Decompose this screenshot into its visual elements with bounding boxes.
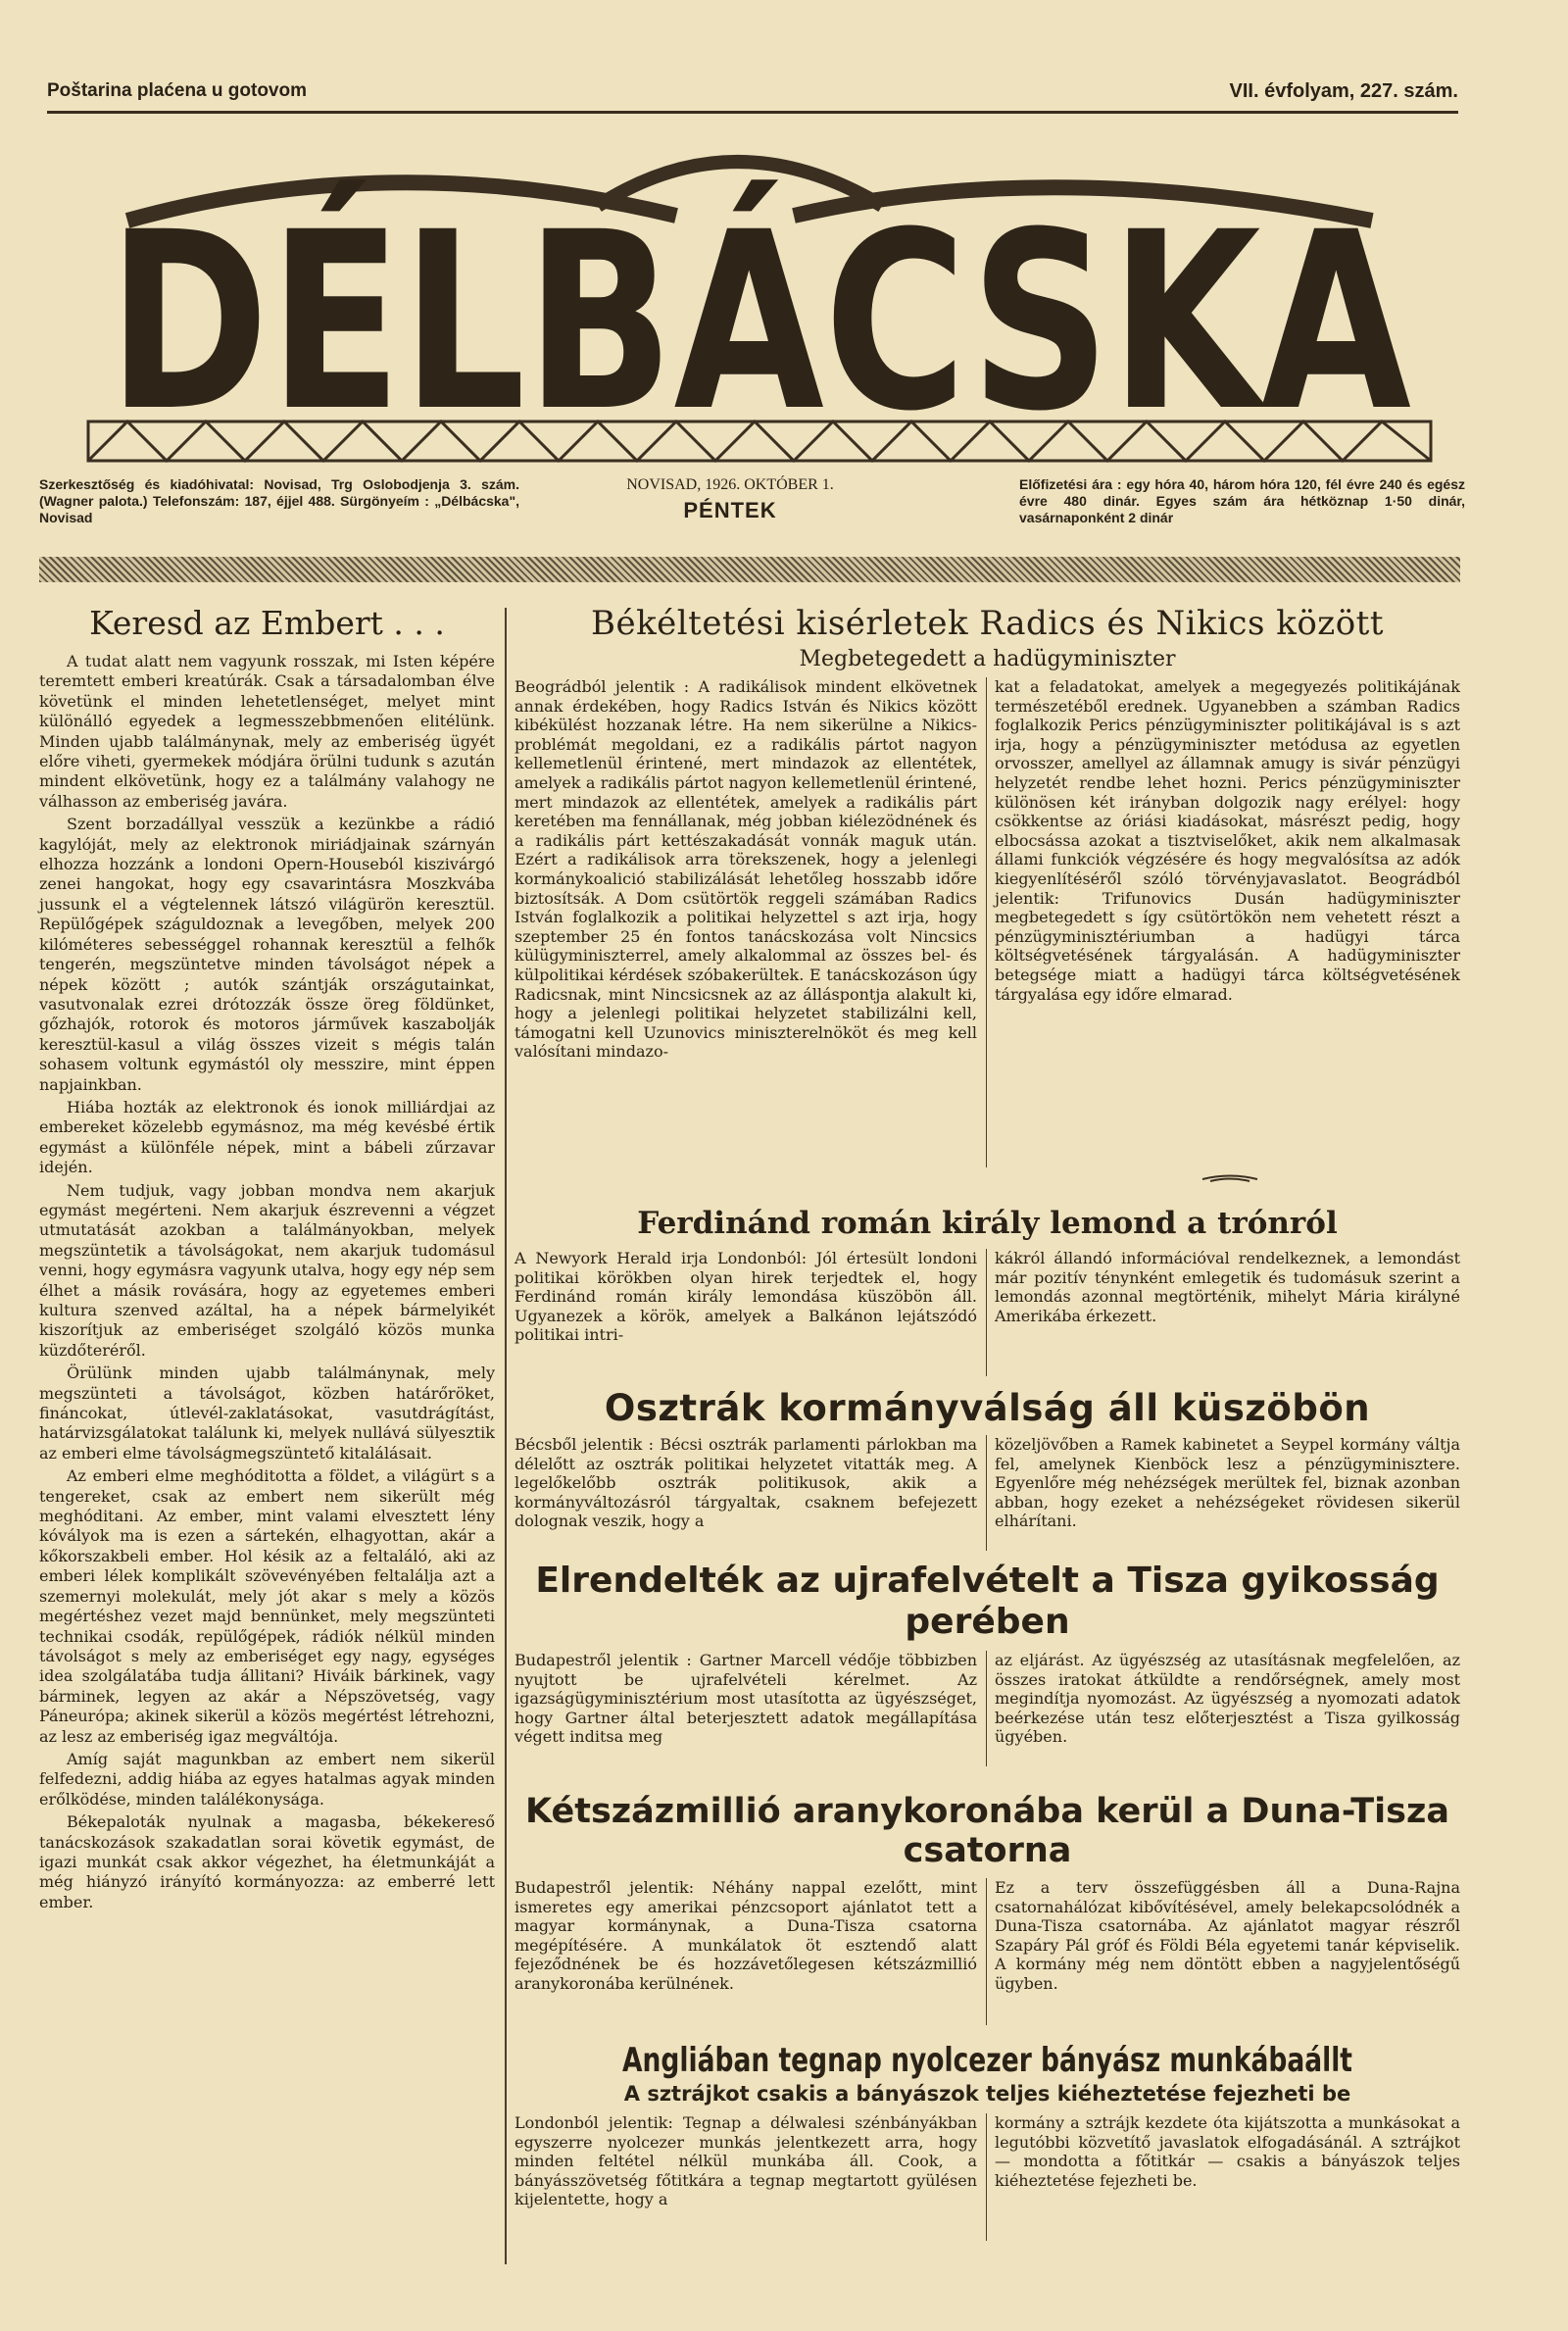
article-title: Békéltetési kisérletek Radics és Nikics között	[590, 604, 1385, 643]
editorial-title: Keresd az Embert . . .	[89, 604, 445, 642]
article-text-col1: Londonból jelentik: Tegnap a délwalesi szénbányákban egyszerre nyolcezer munkás jelentkezett arra, hogy minden feltétel nélkül munkába áll. Cook, a bányásszövetség főtitkára a tegnap megtartott gyülésen kijelentette, hogy a	[514, 2113, 977, 2209]
article-title: Elrendelték az ujrafelvételt a Tisza gyikosság perében	[535, 1561, 1440, 1642]
column-rule	[505, 608, 507, 2264]
article-text-col2: kat a feladatokat, amelyek a megegyezés politikájának természetéből erednek. Ugyanebben a számban Radics foglalkozik Perics pénzügyminiszter politikájával is s azt irja, hogy a pénzügyminiszter metódusa az egyetlen orvosszer, amellyel az államnak amugy is sivár pénzügyi helyzetét rendbe lehet hozni. Perics pénzügyminiszter különösen két irányban dolgozik nagy erélyel: hogy csökkentse az óriási kiadásokat, másrészt pedig, hogy elbocsássa azokat a tisztviselőket, akik nem alkalmasak állami funkciók végzésére és hogy megvalósítsa az adók kiegyenlítéséről szóló törvényjavaslatot. Beográdból jelentik: Trifunovics Dusán hadügyminiszter megbetegedett s így csütörtökön nem vehetett részt a pénzügyminisztériumban a hadügyi tárca költségvetésének tárgyalásán. A hadügyminiszter betegsége miatt a hadügyi tárca költségvetésének tárgyalása egy időre elmarad.	[995, 677, 1460, 1004]
postage-note: Poštarina plaćena u gotovom	[47, 80, 307, 101]
masthead-title: DÉLBÁCSKA	[108, 179, 1411, 465]
editorial-paragraph: Örülünk minden ujabb találmánynak, mely megszünteti a távolságot, közben határőröket, fináncokat, útlevél-zaklatásokat, vasutdrágítást, határvizsgálatokat találunk ki, melyek nullává sülyesztik az emberi elme távolságmegszüntető kitalálásait.	[39, 1364, 495, 1463]
hatched-divider	[39, 557, 1460, 582]
editorial-paragraph: Hiába hozták az elektronok és ionok milliárdjai az embereket közelebb egymásnoz, ma még kevésbé értik egymást a különféle népek, mint a bábeli zűrzavar idején.	[39, 1097, 495, 1177]
article-text-col1: Beográdból jelentik : A radikálisok mindent elkövetnek annak érdekében, hogy Radics István és Nikics között kibékülést hozzanak létre. Ha nem sikerülne a Nikics-problémát megoldani, ez a radikális pártot nagyon kellemetlenül érintené, mert mindazok az ellentétek, amelyek a radikális pártot nagyon kellemetlenül érintené, mert mindazok az ellentétek, amelyek a radikális párt keretében ma fennállanak, még jobban kiélezödnének és a radikális párt kettészakadását vonnák maguk után. Ezért a radikálisok arra törekszenek, hogy a jelenlegi kormánykoalició stabilizálását lehetőleg hosszabb időre biztosítsák. A Dom csütörtök reggeli számában Radics István foglalkozik a politikai helyzettel s azt irja, hogy szeptember 25 én fontos tanácskozása volt Nincsics külügyminiszterrel, amely alkalommal az összes bel- és külpolitikai kérdések szóbakerültek. E tanácskozáson úgy Radicsnak, mint Nincsicsnek az az álláspontja alakult ki, hogy a jelenlegi politikai helyzetet stabilizálni kell, támogatni kell Uzunovics miniszterelnököt és meg kell valósítani mindazo-	[514, 677, 977, 1062]
masthead-logo	[69, 127, 1450, 471]
editorial-paragraph: Amíg saját magunkban az embert nem sikerül felfedezni, addig hiába az egyes hatalmas agyak minden erőlködése, minden találékonysága.	[39, 1749, 495, 1809]
issue-date: NOVISAD, 1926. OKTÓBER 1.	[626, 476, 834, 493]
info-bar	[39, 474, 1465, 553]
article-title: Osztrák kormányválság áll küszöbön	[604, 1387, 1371, 1429]
issue-date-block	[568, 476, 892, 523]
column-separator	[986, 1249, 987, 1376]
article-text-col2: kormány a sztrájk kezdete óta kijátszotta a munkásokat a legutóbbi közvetítő javaslatok elfogadásánál. A sztrájkot — mondotta a főtitkár — csakis a bányászok teljes kiéheztetése fejezheti be.	[995, 2113, 1460, 2190]
masthead-svg	[69, 127, 1450, 471]
article-title: Angliában tegnap nyolcezer bányász munkábaállt	[622, 2041, 1352, 2080]
column-separator	[986, 677, 987, 1167]
article-columns	[514, 1651, 1460, 1788]
article-radics-nikics	[514, 604, 1460, 1167]
subscription-info: Előfizetési ára : egy hóra 40, három hóra 120, fél évre 240 és egész évre 480 dinár. Egyes szám ára hétköznap 1·50 dinár, vasárnaponként 2 dinár	[1019, 476, 1465, 525]
editorial-paragraph: Szent borzadállyal vesszük a kezünkbe a rádió kagylóját, mely az elektronok miriádjainak szárnyán elhozza hozzánk a londoni Opern-Houseból kiszivárgó zenei hangokat, hogy egy csavarintásra Moszkvába jussunk el a végtelennek látszó világürön keresztül. Repülőgépek száguldoznak a levegőben, melyek 200 kilóméteres sebességgel rohannak keresztül a felhők tengerén, megszüntetve minden távolságot népek a népek között ; autók szántják országutainkat, vasutvonalak ezrei drótozzák össze öreg földünket, gőzhajók, rotorok és motoros járművek kaszabolják keresztül-kasul a világ összes vizeit s mégis talán sohasem voltunk egymástól oly messzire, mint éppen napjainkban.	[39, 815, 495, 1094]
article-austrian-crisis	[514, 1387, 1460, 1562]
column-separator	[986, 1435, 987, 1551]
article-tisza-retrial	[514, 1561, 1460, 1788]
article-title: Kétszázmillió aranykoronába kerül a Duna-Tisza csatorna	[525, 1792, 1449, 1870]
article-text-col2: az eljárást. Az ügyészség az utasításnak megfelelően, az összes iratokat átküldte a rendőrségnek, amely most megindítja nyomozást. Az ügyészség a nyomozati adatok beérkezése után tesz előterjesztést a Tisza gyilkosság ügyében.	[995, 1651, 1460, 1747]
column-separator	[986, 1878, 987, 2025]
article-columns	[514, 677, 1460, 1167]
article-text-col2: kákról állandó információval rendelkeznek, a lemondást már pozitív ténynként emlegetik és tudomásuk szerint a lemondás azonnal megtörténik, mihelyt Mária királyné Amerikába érkezett.	[995, 1249, 1460, 1325]
article-subtitle: A sztrájkot csakis a bányászok teljes kiéheztetése fejezheti be	[623, 2082, 1351, 2106]
editorial-paragraph: Nem tudjuk, vagy jobban mondva nem akarjuk egymást megérteni. Nem akarjuk észrevenni a végzet utmutatását azokban a találmányokban, melyek megszüntetik a távolságokat, nem akarjuk tudomásul venni, hogy egymásra vagyunk utalva, hogy egy nép sem élhet a másik rovására, hogy az egyetemes emberi kultura szenved azáltal, ha a népek bármelyikét kiszorítjuk az emberiséget szolgáló közös munka küzdőteréről.	[39, 1180, 495, 1360]
column-separator	[986, 1651, 987, 1766]
article-text-col2: Ez a terv összefüggésben áll a Duna-Rajna csatornahálózat kibővítésével, amely belekapcsolódnék a Duna-Tisza csatornába. Az ajánlatot magyar részről Szapáry Pál gróf és Földi Béla egyetemi tanár képviselik. A kormány még nem döntött ebben a nagyjelentőségű ügyben.	[995, 1878, 1460, 1993]
issue-day: PÉNTEK	[683, 498, 777, 522]
article-text-col1: Budapestről jelentik: Néhány nappal ezelőtt, mint ismeretes egy amerikai pénzcsoport ajánlatot tett a magyar kormánynak, a Duna-Tisza csatorna megépítésére. A munkálatok öt esztendő alatt fejeződnének be és hozzávetőlegesen kétszázmillió aranykoronába kerülnének.	[514, 1878, 977, 1993]
article-subtitle: Megbetegedett a hadügyminiszter	[799, 647, 1176, 671]
ornament-divider	[1200, 1174, 1259, 1184]
article-ferdinand	[514, 1206, 1460, 1386]
article-miners-strike	[514, 2041, 1460, 2260]
article-text-col1: Budapestről jelentik : Gartner Marcell védője többizben nyujtott be ujrafelvételi kérelmet. Az igazságügyminisztérium most utasította az ügyészséget, hogy Gartner által beterjesztett adatok megállapítása végett inditsa meg	[514, 1651, 977, 1747]
editorial-paragraph: A tudat alatt nem vagyunk rosszak, mi Isten képére teremtett emberi kreatúrák. Csak a társadalomban élve követünk el minden lehetetlenséget, melyet mint különálló egyedek a legmesszebbmenően elitélünk. Minden ujabb találmánynak, mely az emberiség ügyét előre viheti, gyermekek módjára örülni tudunk s azután mindent elkövetünk, hogy ez a találmány valahogy ne válhasson az emberiség javára.	[39, 652, 495, 811]
editorial-paragraph: Békepaloták nyulnak a magasba, békekereső tanácskozások szakadatlan sorai követik egymást, de igazi munkát csak akkor végezhet, ha életmunkáját a még hiányzó irányító kormányozza: az emberré lett ember.	[39, 1812, 495, 1911]
top-bar	[47, 80, 1458, 114]
article-columns	[514, 2113, 1460, 2260]
article-columns	[514, 1878, 1460, 2045]
editorial-office-info: Szerkesztőség és kiadóhivatal: Novisad, Trg Oslobodjenja 3. szám. (Wagner palota.) Telefonszám: 187, éjjel 488. Sürgönyeím : „Délbácska", Novisad	[39, 476, 519, 525]
article-text-col1: A Newyork Herald irja Londonból: Jól értesült londoni politikai körökben olyan hirek terjedtek el, hogy Ferdinánd román király lemondása küszöbön áll. Ugyanezek a körök, amelyek a Balkánon lejátszódó politikai intri-	[514, 1249, 977, 1345]
editorial-paragraph: Az emberi elme meghóditotta a földet, a világürt s a tengereket, csak az embert nem sikerült még meghóditani. Az ember, mint valami elvesztett lény kóvályok ma is ezen a sártekén, elhagyottan, akár a kőkorszakbeli ember. Hol késik az a feltaláló, aki az emberi lélek komplikált szövevényében feltalálja azt a szemernyi molekulát, mely jót akar s mely a közös megértéshez vezet majd bennünket, mely megszünteti technikai csodák, repülőgépek, rádiók nélkül minden távolságot s mely az emberiséget egy nagy, egységes idea szolgálatába tudja állitani? Hiváik bárkinek, vagy bárminek, legyen az akár a Népszövetség, vagy Páneurópa; akinek sikerül a közös megértést létrehozni, az lesz az emberiség igaz megváltója.	[39, 1466, 495, 1746]
article-text-col2: közeljövőben a Ramek kabinetet a Seypel kormány váltja fel, amelynek Kienböck lesz a pénzügyminisztere. Egyenlőre még nehézségek merültek fel, biznak azonban abban, hogy ezeket a nehézségeket rövidesen sikerül elhárítani.	[995, 1435, 1460, 1531]
article-columns	[514, 1435, 1460, 1562]
volume-number: VII. évfolyam, 227. szám.	[1229, 80, 1458, 102]
article-title: Ferdinánd román király lemond a trónról	[637, 1206, 1338, 1241]
article-text-col1: Bécsből jelentik : Bécsi osztrák parlamenti párlokban ma délelőtt az osztrák politikai helyzetet vitatták meg. A legelőkelőbb osztrák politikusok, akik a kormányváltozásról tárgyaltak, csaknem befejezett dolognak veszik, hogy a	[514, 1435, 977, 1531]
column-separator	[986, 2113, 987, 2241]
article-columns	[514, 1249, 1460, 1386]
editorial-column	[39, 604, 495, 1912]
article-duna-tisza-canal	[514, 1792, 1460, 2045]
